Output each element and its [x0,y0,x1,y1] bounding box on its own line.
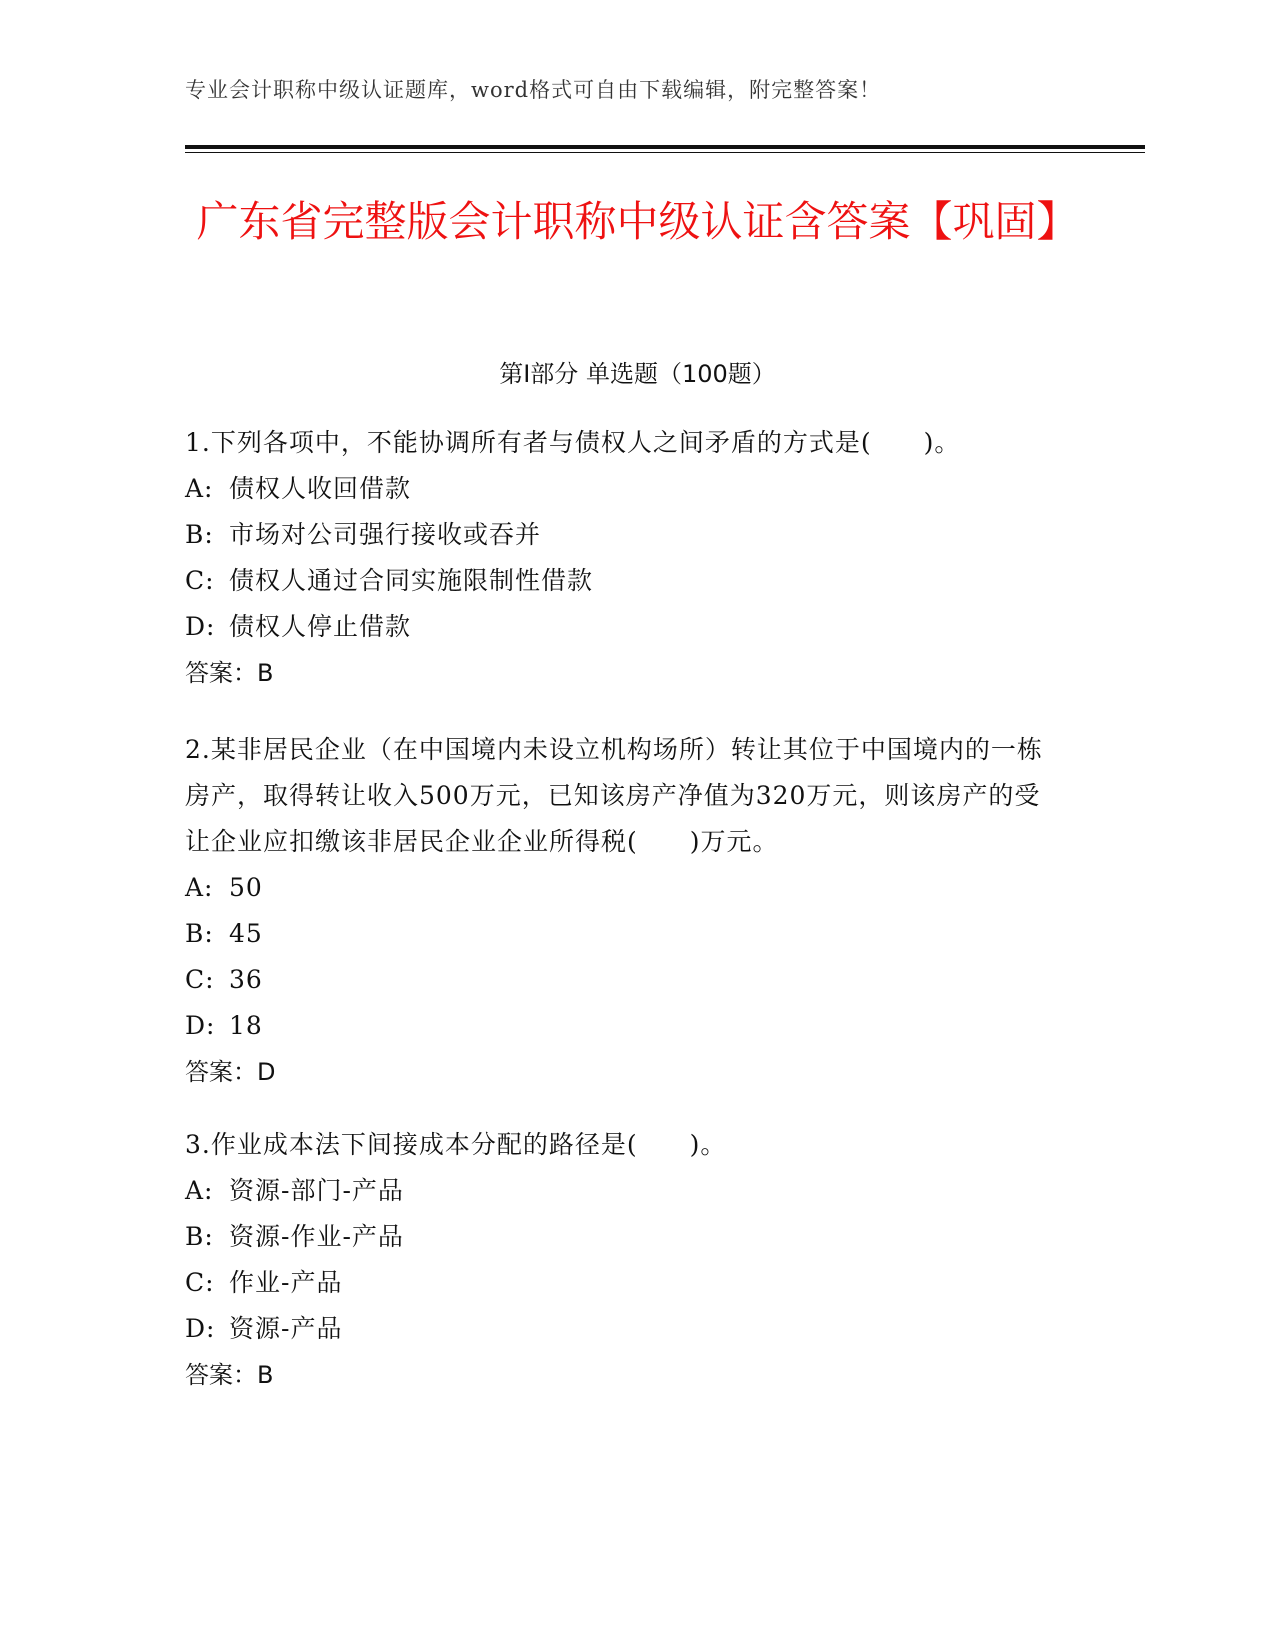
option-a [185,1168,1065,1214]
option-a [185,466,1065,512]
option-d [185,1003,1065,1049]
option-text: 作业-产品 [229,1268,343,1297]
option-c [185,1260,1065,1306]
option-text: 18 [229,1011,263,1040]
option-b [185,512,1065,558]
option-text: 债权人通过合同实施限制性借款 [229,566,594,595]
question-text: 2.某非居民企业（在中国境内未设立机构场所）转让其位于中国境内的一栋房产，取得转让收入500万元，已知该房产净值为320万元，则该房产的受让企业应扣缴该非居民企业企业所得税( )万元。 [185,735,1043,856]
option-text: 45 [229,919,263,948]
option-letter: C: [185,566,215,595]
option-text: 资源-作业-产品 [229,1222,404,1251]
option-letter: B: [185,1222,214,1251]
header-rule-thin [185,152,1145,153]
option-d [185,604,1065,650]
option-letter: C: [185,1268,215,1297]
question-text: 3.作业成本法下间接成本分配的路径是( )。 [185,1130,727,1159]
header-rule-thick [185,145,1145,149]
option-d [185,1306,1065,1352]
section-heading: 第Ⅰ部分 单选题（100题） [499,360,776,388]
option-letter: D: [185,1011,216,1040]
document-title: 广东省完整版会计职称中级认证含答案【巩固】 [196,197,1079,246]
answer: 答案：D [185,1058,276,1086]
header-note: 专业会计职称中级认证题库，word格式可自由下载编辑，附完整答案！ [185,78,882,102]
option-b [185,911,1065,957]
option-letter: A: [185,1176,214,1205]
option-text: 36 [229,965,263,994]
option-letter: C: [185,965,215,994]
option-text: 50 [229,873,263,902]
option-c [185,558,1065,604]
option-letter: D: [185,1314,216,1343]
answer: 答案：B [185,1361,274,1389]
option-letter: D: [185,612,216,641]
option-b [185,1214,1065,1260]
question-text: 1.下列各项中，不能协调所有者与债权人之间矛盾的方式是( )。 [185,428,961,457]
option-c [185,957,1065,1003]
option-text: 市场对公司强行接收或吞并 [229,520,542,549]
option-letter: B: [185,520,214,549]
option-letter: A: [185,873,214,902]
option-letter: A: [185,474,214,503]
question-1 [185,420,1065,696]
answer: 答案：B [185,659,274,687]
question-3 [185,1122,1065,1398]
option-text: 资源-产品 [229,1314,343,1343]
option-text: 债权人停止借款 [229,612,412,641]
option-text: 资源-部门-产品 [229,1176,404,1205]
question-2 [185,727,1065,1095]
option-a [185,865,1065,911]
option-letter: B: [185,919,214,948]
option-text: 债权人收回借款 [229,474,412,503]
